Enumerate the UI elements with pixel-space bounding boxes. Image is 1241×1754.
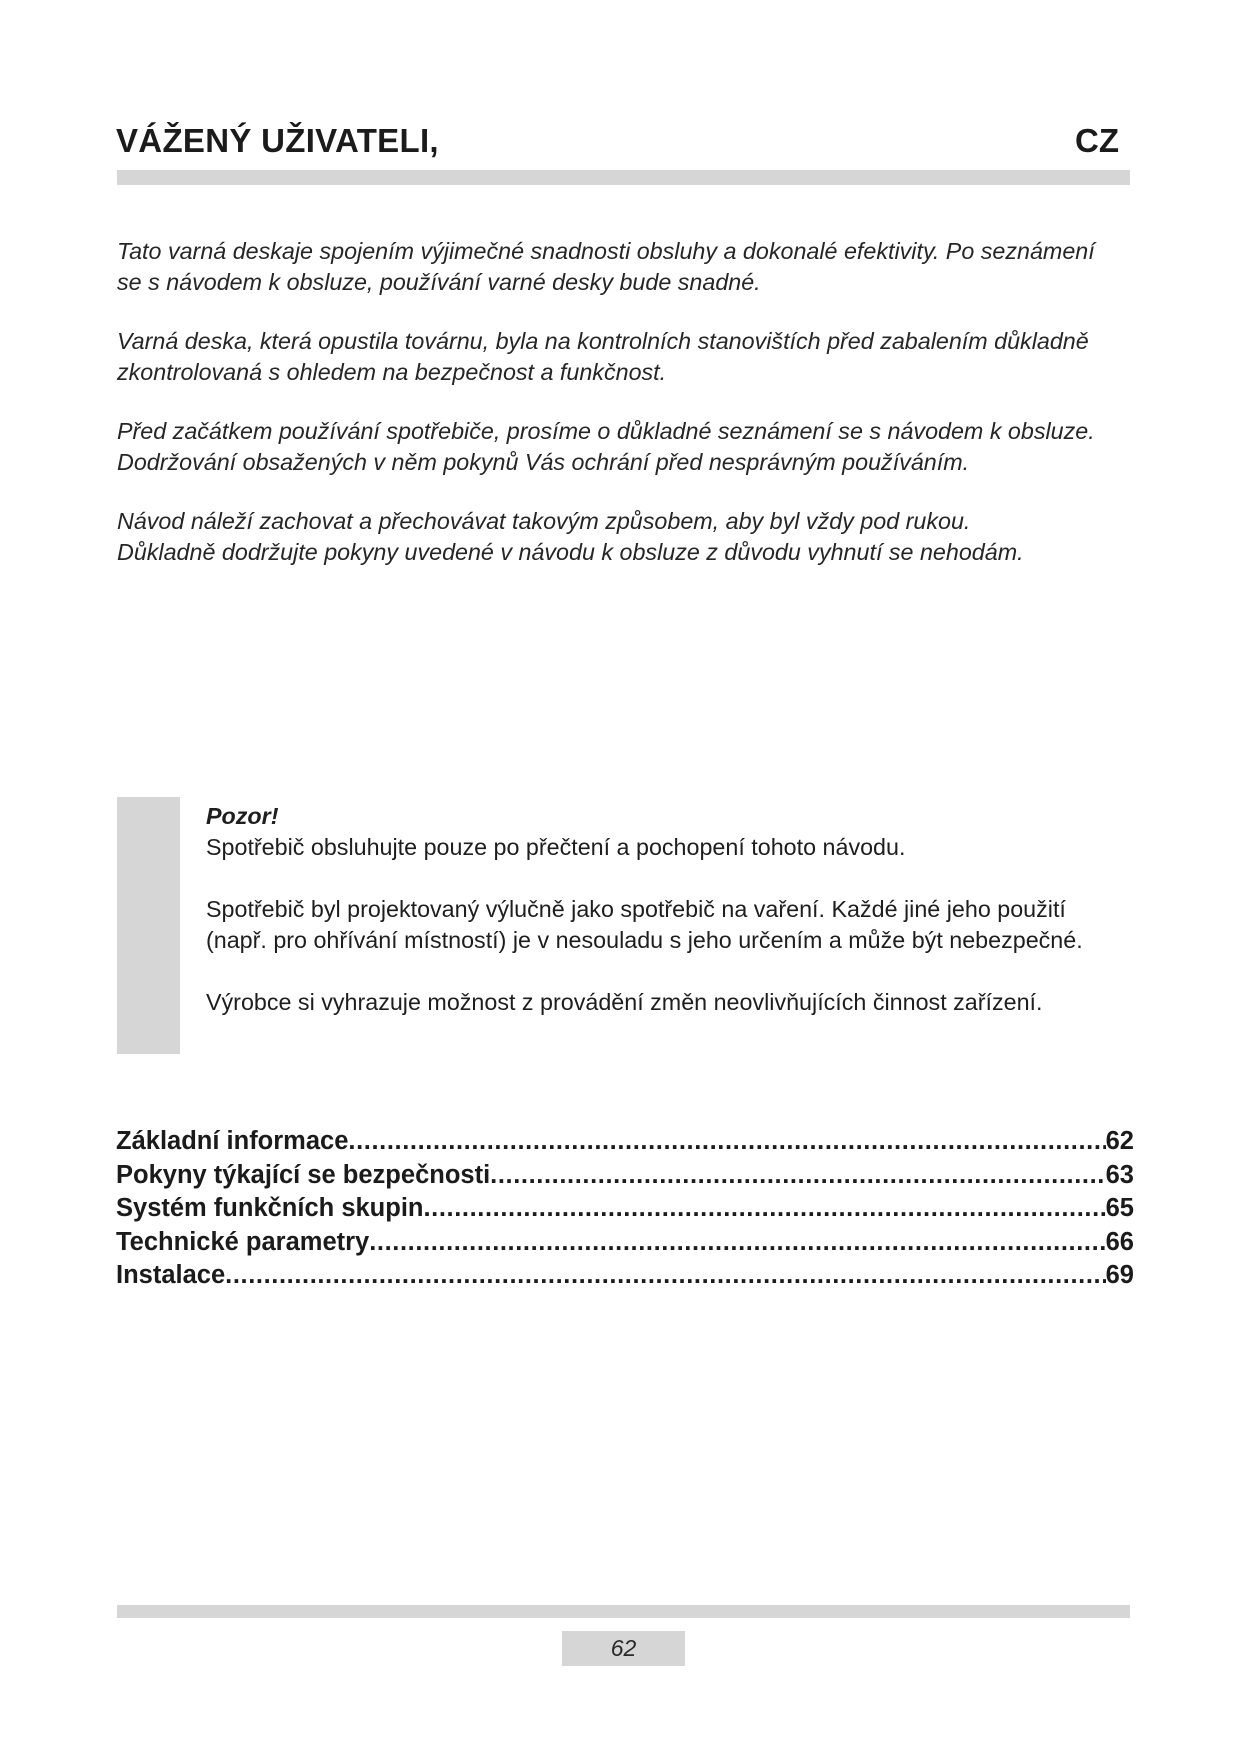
toc-leader-dots xyxy=(348,1125,1105,1159)
warning-box xyxy=(206,801,1166,1049)
intro-paragraph: Před začátkem používání spotřebiče, prosíme o důkladné seznámení se s návodem k obsluze. Dodržování obsažených v něm pokynů Vás ochrání před nesprávným používáním. xyxy=(117,418,1095,475)
toc-leader-dots xyxy=(424,1192,1106,1226)
toc-entry-label: Pokyny týkající se bezpečnosti xyxy=(116,1160,491,1189)
toc-entry-label: Základní informace xyxy=(116,1127,349,1155)
toc-entry[interactable] xyxy=(116,1125,1134,1159)
intro-section xyxy=(117,236,1177,596)
toc-entry-page: 66 xyxy=(1105,1227,1134,1256)
warning-paragraph: Spotřebič obsluhujte pouze po přečtení a pochopení tohoto návodu. xyxy=(206,834,906,860)
toc-entry[interactable] xyxy=(116,1259,1134,1293)
warning-paragraph: Výrobce si vyhrazuje možnost z provádění změn neovlivňujících činnost zařízení. xyxy=(206,989,1043,1015)
intro-paragraph: Návod náleží zachovat a přechovávat takovým způsobem, aby byl vždy pod rukou. Důkladně dodržujte pokyny uvedené v návodu k obsluze z důvodu vyhnutí se nehodám. xyxy=(117,508,1024,565)
toc-entry-page: 62 xyxy=(1105,1127,1134,1155)
language-code: CZ xyxy=(1075,122,1119,159)
footer-divider xyxy=(117,1605,1130,1618)
page-title: VÁŽENÝ UŽIVATELI, xyxy=(116,122,439,159)
toc-entry-page: 63 xyxy=(1105,1160,1134,1189)
warning-sidebar-bar xyxy=(117,797,180,1054)
toc-leader-dots xyxy=(369,1226,1105,1260)
toc-entry-page: 69 xyxy=(1105,1261,1134,1289)
toc-leader-dots xyxy=(225,1259,1105,1293)
page-number: 62 xyxy=(562,1631,685,1666)
toc-entry-label: Technické parametry xyxy=(116,1227,370,1256)
toc-entry-label: Instalace xyxy=(116,1261,226,1289)
header-divider xyxy=(117,170,1130,185)
toc-entry[interactable] xyxy=(116,1192,1134,1226)
toc-entry-label: Systém funkčních skupin xyxy=(116,1194,424,1222)
warning-paragraph: Spotřebič byl projektovaný výlučně jako spotřebič na vaření. Každé jiné jeho použití (např. pro ohřívání místností) je v nesouladu s jeho určením a může být nebezpečné. xyxy=(206,896,1083,953)
table-of-contents xyxy=(116,1125,1134,1293)
intro-paragraph: Tato varná deskaje spojením výjimečné snadnosti obsluhy a dokonalé efektivity. Po seznámení se s návodem k obsluze, používání varné desky bude snadné. xyxy=(117,238,1095,295)
toc-entry[interactable] xyxy=(116,1159,1134,1193)
toc-entry[interactable] xyxy=(116,1226,1134,1260)
toc-leader-dots xyxy=(490,1159,1105,1193)
intro-paragraph: Varná deska, která opustila továrnu, byla na kontrolních stanovištích před zabalením důkladně zkontrolovaná s ohledem na bezpečnost a funkčnost. xyxy=(117,328,1089,385)
warning-title: Pozor! xyxy=(206,803,279,829)
toc-entry-page: 65 xyxy=(1105,1194,1134,1222)
